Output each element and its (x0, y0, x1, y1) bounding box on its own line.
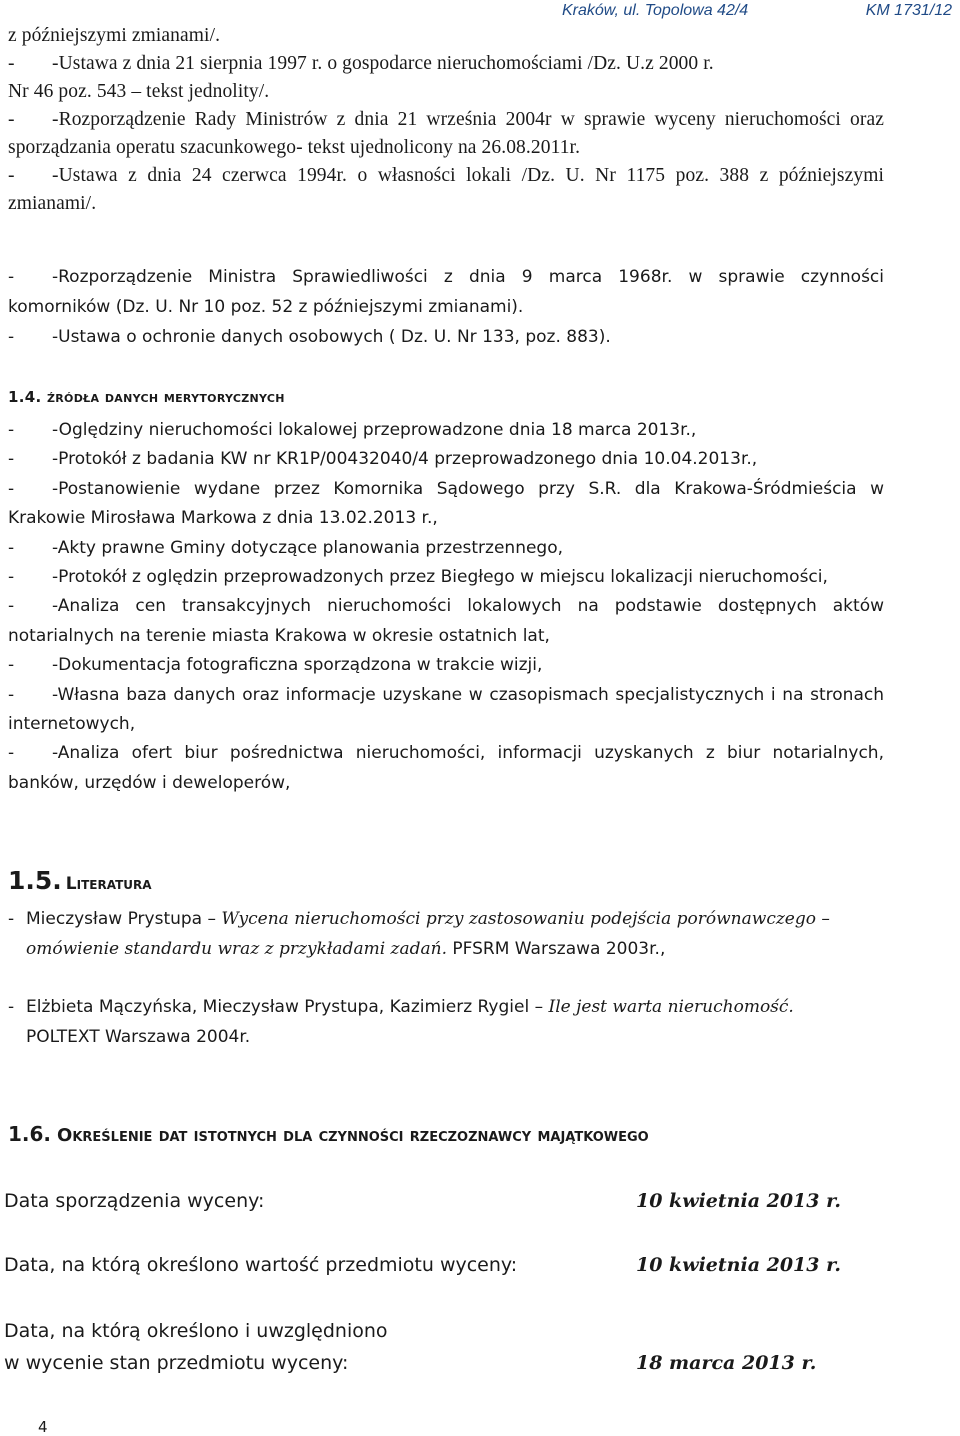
page-number: 4 (38, 1418, 48, 1436)
legal-basis-list (8, 22, 884, 218)
list-item: - -Analiza cen transakcyjnych nieruchomości lokalowych na podstawie dostępnych aktów notarialnych na terenie miasta Krakowa w okresie ostatnich lat, (8, 596, 884, 646)
page-header (492, 2, 952, 24)
list-item: - -Postanowienie wydane przez Komornika Sądowego przy S.R. dla Krakowa-Śródmieścia w Krakowie Mirosława Markowa z dnia 13.02.2013 r., (8, 478, 884, 529)
section-heading-1-4: 1.4. źródła danych merytorycznych (8, 388, 285, 406)
legal-item: - -Ustawa o ochronie danych osobowych ( Dz. U. Nr 133, poz. 883). (8, 327, 611, 347)
section-heading-1-6: 1.6. Określenie dat istotnych dla czynności rzeczoznawcy majątkowego (8, 1122, 649, 1146)
legal-item: - -Rozporządzenie Ministra Sprawiedliwości z dnia 9 marca 1968r. w sprawie czynności komorników (Dz. U. Nr 10 poz. 52 z późniejszymi zmianami). (8, 267, 884, 317)
legal-basis-list-2 (8, 262, 884, 352)
list-item: - -Protokół z badania KW nr KR1P/00432040/4 przeprowadzonego dnia 10.04.2013r., (8, 449, 758, 470)
list-item: - -Własna baza danych oraz informacje uzyskane w czasopismach specjalistycznych i na stronach internetowych, (8, 684, 884, 735)
literature-ref-1: - Mieczysław Prystupa – Wycena nieruchomości przy zastosowaniu podejścia porównawczego – omówienie standardu wraz z przykładami zadań. PFSRM Warszawa 2003r., (8, 909, 830, 959)
list-item: - -Akty prawne Gminy dotyczące planowania przestrzennego, (8, 537, 564, 558)
section-heading-1-5: 1.5. Literatura (8, 866, 152, 895)
list-item: - -Analiza ofert biur pośrednictwa nieruchomości, informacji uzyskanych z biur notarialnych, banków, urzędów i deweloperów, (8, 743, 884, 793)
legal-item-continuation: Nr 46 poz. 543 – tekst jednolity/. (8, 81, 270, 102)
header-case-number: KM 1731/12 (865, 2, 952, 19)
list-item: - -Oględziny nieruchomości lokalowej przeprowadzone dnia 18 marca 2013r., (8, 420, 697, 440)
list-item: - -Dokumentacja fotograficzna sporządzona w trakcie wizji, (8, 655, 543, 676)
legal-item: - -Rozporządzenie Rady Ministrów z dnia 21 września 2004r w sprawie wyceny nieruchomości oraz sporządzania operatu szacunkowego- tekst ujednolicony na 26.08.2011r. (8, 109, 884, 158)
list-item: - -Protokół z oględzin przeprowadzonych przez Biegłego w miejscu lokalizacji nieruchomości, (8, 567, 828, 588)
header-address: Kraków, ul. Topolowa 42/4 (562, 2, 749, 19)
legal-item: - -Ustawa z dnia 24 czerwca 1994r. o własności lokali /Dz. U. Nr 1175 poz. 388 z późniejszymi zmianami/. (8, 165, 884, 214)
literature-ref-2: - Elżbieta Mączyńska, Mieczysław Prystupa, Kazimierz Rygiel – Ile jest warta nieruchomość. POLTEXT Warszawa 2004r. (8, 997, 794, 1047)
legal-intro-line: z późniejszymi zmianami/. (8, 25, 221, 46)
legal-item: - -Ustawa z dnia 21 sierpnia 1997 r. o gospodarce nieruchomościami /Dz. U.z 2000 r. (8, 53, 714, 74)
merit-data-list (8, 416, 884, 798)
